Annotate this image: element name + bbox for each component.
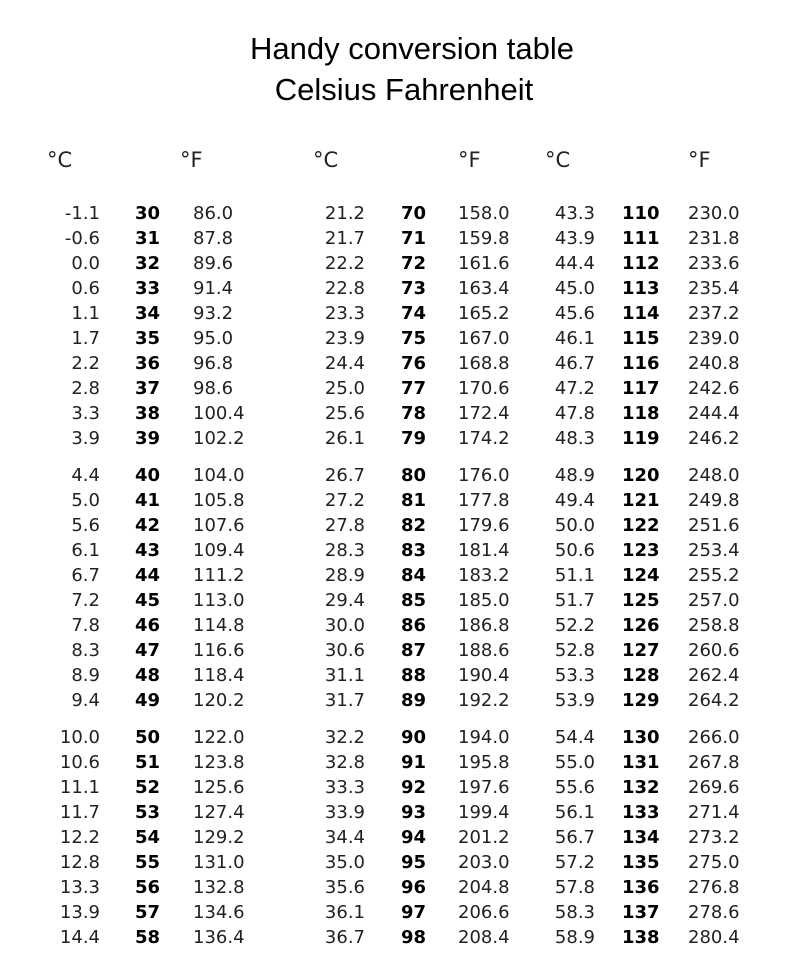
celsius-cell: 8.3 bbox=[71, 640, 100, 661]
fahrenheit-cell: 113.0 bbox=[193, 590, 245, 611]
key-value-cell: 82 bbox=[401, 515, 427, 536]
celsius-cell: 4.4 bbox=[71, 465, 100, 486]
fahrenheit-cell: 199.4 bbox=[458, 802, 510, 823]
celsius-cell: 11.1 bbox=[59, 777, 100, 798]
celsius-cell: 30.0 bbox=[324, 615, 365, 636]
celsius-cell: 46.1 bbox=[554, 328, 595, 349]
key-value-cell: 39 bbox=[135, 428, 161, 449]
celsius-cell: 54.4 bbox=[554, 727, 595, 748]
key-value-cell: 134 bbox=[622, 827, 660, 848]
celsius-cell: 31.1 bbox=[324, 665, 365, 686]
key-value-cell: 56 bbox=[135, 877, 161, 898]
key-value-cell: 44 bbox=[135, 565, 161, 586]
key-value-cell: 81 bbox=[401, 490, 427, 511]
key-value-cell: 48 bbox=[135, 665, 161, 686]
celsius-cell: 10.0 bbox=[59, 727, 100, 748]
celsius-cell: 26.7 bbox=[324, 465, 365, 486]
fahrenheit-cell: 170.6 bbox=[458, 378, 510, 399]
fahrenheit-cell: 201.2 bbox=[458, 827, 510, 848]
fahrenheit-cell: 107.6 bbox=[193, 515, 245, 536]
celsius-cell: 48.9 bbox=[554, 465, 595, 486]
key-value-cell: 80 bbox=[401, 465, 427, 486]
fahrenheit-cell: 273.2 bbox=[688, 827, 740, 848]
key-value-cell: 52 bbox=[135, 777, 161, 798]
fahrenheit-cell: 161.6 bbox=[458, 253, 510, 274]
celsius-cell: 45.6 bbox=[554, 303, 595, 324]
key-value-cell: 114 bbox=[622, 303, 660, 324]
key-value-cell: 136 bbox=[622, 877, 660, 898]
key-value-cell: 98 bbox=[401, 927, 427, 948]
key-value-cell: 120 bbox=[622, 465, 660, 486]
key-value-cell: 45 bbox=[135, 590, 161, 611]
celsius-cell: 5.6 bbox=[71, 515, 100, 536]
key-value-cell: 77 bbox=[401, 378, 427, 399]
key-value-cell: 73 bbox=[401, 278, 427, 299]
fahrenheit-cell: 158.0 bbox=[458, 203, 510, 224]
fahrenheit-cell: 278.6 bbox=[688, 902, 740, 923]
fahrenheit-cell: 262.4 bbox=[688, 665, 740, 686]
celsius-cell: 3.3 bbox=[71, 403, 100, 424]
fahrenheit-cell: 280.4 bbox=[688, 927, 740, 948]
key-value-cell: 43 bbox=[135, 540, 161, 561]
celsius-cell: 28.9 bbox=[324, 565, 365, 586]
key-value-cell: 46 bbox=[135, 615, 161, 636]
celsius-cell: 12.8 bbox=[59, 852, 100, 873]
page-subtitle: Celsius Fahrenheit bbox=[274, 72, 534, 107]
fahrenheit-cell: 98.6 bbox=[193, 378, 234, 399]
key-value-cell: 70 bbox=[401, 203, 427, 224]
key-value-cell: 50 bbox=[135, 727, 161, 748]
key-value-cell: 30 bbox=[135, 203, 161, 224]
fahrenheit-cell: 102.2 bbox=[193, 428, 245, 449]
celsius-cell: 55.6 bbox=[554, 777, 595, 798]
fahrenheit-cell: 181.4 bbox=[458, 540, 510, 561]
celsius-cell: 23.3 bbox=[324, 303, 365, 324]
fahrenheit-cell: 264.2 bbox=[688, 690, 740, 711]
celsius-cell: 5.0 bbox=[71, 490, 100, 511]
fahrenheit-cell: 194.0 bbox=[458, 727, 510, 748]
fahrenheit-cell: 163.4 bbox=[458, 278, 510, 299]
celsius-cell: 33.3 bbox=[324, 777, 365, 798]
celsius-cell: 21.7 bbox=[324, 228, 365, 249]
fahrenheit-cell: 129.2 bbox=[193, 827, 245, 848]
key-value-cell: 51 bbox=[135, 752, 161, 773]
celsius-cell: 50.6 bbox=[554, 540, 595, 561]
key-value-cell: 76 bbox=[401, 353, 427, 374]
celsius-cell: 57.8 bbox=[554, 877, 595, 898]
celsius-cell: 0.0 bbox=[71, 253, 100, 274]
fahrenheit-cell: 231.8 bbox=[688, 228, 740, 249]
celsius-cell: 27.2 bbox=[324, 490, 365, 511]
fahrenheit-cell: 203.0 bbox=[458, 852, 510, 873]
key-value-cell: 75 bbox=[401, 328, 427, 349]
fahrenheit-cell: 95.0 bbox=[193, 328, 234, 349]
celsius-cell: 51.7 bbox=[554, 590, 595, 611]
header-fahrenheit-2: °F bbox=[458, 148, 481, 172]
fahrenheit-cell: 275.0 bbox=[688, 852, 740, 873]
celsius-cell: 56.7 bbox=[554, 827, 595, 848]
fahrenheit-cell: 197.6 bbox=[458, 777, 510, 798]
celsius-cell: 30.6 bbox=[324, 640, 365, 661]
key-value-cell: 121 bbox=[622, 490, 660, 511]
celsius-cell: 58.3 bbox=[554, 902, 595, 923]
key-value-cell: 79 bbox=[401, 428, 427, 449]
fahrenheit-cell: 91.4 bbox=[193, 278, 234, 299]
celsius-cell: 27.8 bbox=[324, 515, 365, 536]
fahrenheit-cell: 120.2 bbox=[193, 690, 245, 711]
fahrenheit-cell: 127.4 bbox=[193, 802, 245, 823]
celsius-cell: 52.2 bbox=[554, 615, 595, 636]
celsius-cell: 21.2 bbox=[324, 203, 365, 224]
fahrenheit-cell: 192.2 bbox=[458, 690, 510, 711]
key-value-cell: 32 bbox=[135, 253, 161, 274]
fahrenheit-cell: 188.6 bbox=[458, 640, 510, 661]
key-value-cell: 135 bbox=[622, 852, 660, 873]
key-value-cell: 128 bbox=[622, 665, 660, 686]
celsius-cell: 43.9 bbox=[554, 228, 595, 249]
key-column-2 bbox=[401, 205, 441, 954]
fahrenheit-cell: 244.4 bbox=[688, 403, 740, 424]
celsius-cell: 46.7 bbox=[554, 353, 595, 374]
key-value-cell: 84 bbox=[401, 565, 427, 586]
celsius-cell: 52.8 bbox=[554, 640, 595, 661]
fahrenheit-cell: 165.2 bbox=[458, 303, 510, 324]
key-value-cell: 88 bbox=[401, 665, 427, 686]
celsius-cell: 53.3 bbox=[554, 665, 595, 686]
celsius-cell: 36.7 bbox=[324, 927, 365, 948]
fahrenheit-cell: 195.8 bbox=[458, 752, 510, 773]
key-value-cell: 47 bbox=[135, 640, 161, 661]
fahrenheit-cell: 177.8 bbox=[458, 490, 510, 511]
celsius-cell: 45.0 bbox=[554, 278, 595, 299]
fahrenheit-cell: 123.8 bbox=[193, 752, 245, 773]
key-value-cell: 90 bbox=[401, 727, 427, 748]
key-value-cell: 133 bbox=[622, 802, 660, 823]
key-value-cell: 122 bbox=[622, 515, 660, 536]
key-value-cell: 112 bbox=[622, 253, 660, 274]
fahrenheit-cell: 276.8 bbox=[688, 877, 740, 898]
key-value-cell: 87 bbox=[401, 640, 427, 661]
celsius-cell: 58.9 bbox=[554, 927, 595, 948]
celsius-cell: 47.8 bbox=[554, 403, 595, 424]
fahrenheit-cell: 260.6 bbox=[688, 640, 740, 661]
key-value-cell: 97 bbox=[401, 902, 427, 923]
key-value-cell: 31 bbox=[135, 228, 161, 249]
fahrenheit-cell: 253.4 bbox=[688, 540, 740, 561]
key-value-cell: 93 bbox=[401, 802, 427, 823]
fahrenheit-cell: 116.6 bbox=[193, 640, 245, 661]
fahrenheit-cell: 131.0 bbox=[193, 852, 245, 873]
celsius-cell: 36.1 bbox=[324, 902, 365, 923]
celsius-cell: 26.1 bbox=[324, 428, 365, 449]
fahrenheit-cell: 255.2 bbox=[688, 565, 740, 586]
fahrenheit-cell: 89.6 bbox=[193, 253, 234, 274]
key-value-cell: 130 bbox=[622, 727, 660, 748]
celsius-cell: -0.6 bbox=[64, 228, 100, 249]
fahrenheit-cell: 190.4 bbox=[458, 665, 510, 686]
fahrenheit-column-1 bbox=[193, 205, 253, 954]
celsius-cell: 55.0 bbox=[554, 752, 595, 773]
fahrenheit-cell: 136.4 bbox=[193, 927, 245, 948]
key-value-cell: 113 bbox=[622, 278, 660, 299]
key-value-cell: 91 bbox=[401, 752, 427, 773]
key-value-cell: 111 bbox=[622, 228, 660, 249]
fahrenheit-cell: 235.4 bbox=[688, 278, 740, 299]
fahrenheit-cell: 239.0 bbox=[688, 328, 740, 349]
celsius-cell: 6.7 bbox=[71, 565, 100, 586]
fahrenheit-cell: 132.8 bbox=[193, 877, 245, 898]
celsius-cell: 23.9 bbox=[324, 328, 365, 349]
fahrenheit-cell: 87.8 bbox=[193, 228, 234, 249]
key-value-cell: 138 bbox=[622, 927, 660, 948]
key-column-1 bbox=[135, 205, 175, 954]
key-value-cell: 34 bbox=[135, 303, 161, 324]
page-title: Handy conversion table bbox=[250, 31, 574, 66]
celsius-cell: 29.4 bbox=[324, 590, 365, 611]
fahrenheit-cell: 159.8 bbox=[458, 228, 510, 249]
key-value-cell: 36 bbox=[135, 353, 161, 374]
header-fahrenheit-3: °F bbox=[688, 148, 711, 172]
fahrenheit-cell: 237.2 bbox=[688, 303, 740, 324]
key-value-cell: 92 bbox=[401, 777, 427, 798]
key-value-cell: 125 bbox=[622, 590, 660, 611]
celsius-cell: 12.2 bbox=[59, 827, 100, 848]
key-value-cell: 78 bbox=[401, 403, 427, 424]
fahrenheit-cell: 257.0 bbox=[688, 590, 740, 611]
celsius-cell: 43.3 bbox=[554, 203, 595, 224]
celsius-cell: 56.1 bbox=[554, 802, 595, 823]
key-value-cell: 71 bbox=[401, 228, 427, 249]
celsius-column-2 bbox=[315, 205, 365, 954]
key-value-cell: 129 bbox=[622, 690, 660, 711]
fahrenheit-cell: 168.8 bbox=[458, 353, 510, 374]
key-column-3 bbox=[622, 205, 667, 954]
celsius-cell: 25.6 bbox=[324, 403, 365, 424]
key-value-cell: 95 bbox=[401, 852, 427, 873]
celsius-cell: 53.9 bbox=[554, 690, 595, 711]
celsius-column-1 bbox=[50, 205, 100, 954]
key-value-cell: 124 bbox=[622, 565, 660, 586]
key-value-cell: 49 bbox=[135, 690, 161, 711]
header-celsius-2: °C bbox=[313, 148, 339, 172]
key-value-cell: 53 bbox=[135, 802, 161, 823]
fahrenheit-cell: 251.6 bbox=[688, 515, 740, 536]
fahrenheit-cell: 118.4 bbox=[193, 665, 245, 686]
celsius-cell: 49.4 bbox=[554, 490, 595, 511]
key-value-cell: 132 bbox=[622, 777, 660, 798]
celsius-cell: 8.9 bbox=[71, 665, 100, 686]
key-value-cell: 55 bbox=[135, 852, 161, 873]
key-value-cell: 83 bbox=[401, 540, 427, 561]
fahrenheit-cell: 249.8 bbox=[688, 490, 740, 511]
header-celsius-3: °C bbox=[545, 148, 571, 172]
fahrenheit-cell: 267.8 bbox=[688, 752, 740, 773]
celsius-cell: 32.2 bbox=[324, 727, 365, 748]
fahrenheit-cell: 93.2 bbox=[193, 303, 234, 324]
key-value-cell: 74 bbox=[401, 303, 427, 324]
fahrenheit-cell: 174.2 bbox=[458, 428, 510, 449]
fahrenheit-cell: 86.0 bbox=[193, 203, 234, 224]
fahrenheit-cell: 233.6 bbox=[688, 253, 740, 274]
fahrenheit-cell: 206.6 bbox=[458, 902, 510, 923]
celsius-cell: 13.3 bbox=[59, 877, 100, 898]
key-value-cell: 85 bbox=[401, 590, 427, 611]
key-value-cell: 94 bbox=[401, 827, 427, 848]
fahrenheit-cell: 185.0 bbox=[458, 590, 510, 611]
fahrenheit-cell: 122.0 bbox=[193, 727, 245, 748]
fahrenheit-cell: 204.8 bbox=[458, 877, 510, 898]
fahrenheit-cell: 179.6 bbox=[458, 515, 510, 536]
fahrenheit-cell: 266.0 bbox=[688, 727, 740, 748]
fahrenheit-cell: 186.8 bbox=[458, 615, 510, 636]
celsius-cell: 32.8 bbox=[324, 752, 365, 773]
celsius-cell: 13.9 bbox=[59, 902, 100, 923]
fahrenheit-cell: 104.0 bbox=[193, 465, 245, 486]
fahrenheit-cell: 134.6 bbox=[193, 902, 245, 923]
key-value-cell: 118 bbox=[622, 403, 660, 424]
key-value-cell: 116 bbox=[622, 353, 660, 374]
celsius-cell: 44.4 bbox=[554, 253, 595, 274]
fahrenheit-cell: 242.6 bbox=[688, 378, 740, 399]
celsius-cell: 0.6 bbox=[71, 278, 100, 299]
celsius-cell: 31.7 bbox=[324, 690, 365, 711]
fahrenheit-column-3 bbox=[688, 205, 748, 954]
celsius-cell: 35.0 bbox=[324, 852, 365, 873]
header-celsius-1: °C bbox=[47, 148, 73, 172]
key-value-cell: 58 bbox=[135, 927, 161, 948]
celsius-cell: 2.2 bbox=[71, 353, 100, 374]
fahrenheit-cell: 114.8 bbox=[193, 615, 245, 636]
celsius-cell: 1.1 bbox=[71, 303, 100, 324]
key-value-cell: 54 bbox=[135, 827, 161, 848]
fahrenheit-cell: 271.4 bbox=[688, 802, 740, 823]
fahrenheit-column-2 bbox=[458, 205, 518, 954]
celsius-cell: 22.8 bbox=[324, 278, 365, 299]
celsius-cell: 25.0 bbox=[324, 378, 365, 399]
celsius-cell: 2.8 bbox=[71, 378, 100, 399]
key-value-cell: 33 bbox=[135, 278, 161, 299]
key-value-cell: 41 bbox=[135, 490, 161, 511]
key-value-cell: 38 bbox=[135, 403, 161, 424]
celsius-cell: 24.4 bbox=[324, 353, 365, 374]
key-value-cell: 72 bbox=[401, 253, 427, 274]
key-value-cell: 123 bbox=[622, 540, 660, 561]
celsius-cell: -1.1 bbox=[64, 203, 100, 224]
key-value-cell: 126 bbox=[622, 615, 660, 636]
key-value-cell: 96 bbox=[401, 877, 427, 898]
fahrenheit-cell: 172.4 bbox=[458, 403, 510, 424]
fahrenheit-cell: 248.0 bbox=[688, 465, 740, 486]
celsius-cell: 33.9 bbox=[324, 802, 365, 823]
celsius-cell: 50.0 bbox=[554, 515, 595, 536]
fahrenheit-cell: 167.0 bbox=[458, 328, 510, 349]
fahrenheit-cell: 208.4 bbox=[458, 927, 510, 948]
celsius-cell: 57.2 bbox=[554, 852, 595, 873]
fahrenheit-cell: 100.4 bbox=[193, 403, 245, 424]
header-fahrenheit-1: °F bbox=[180, 148, 203, 172]
celsius-cell: 34.4 bbox=[324, 827, 365, 848]
key-value-cell: 115 bbox=[622, 328, 660, 349]
celsius-cell: 1.7 bbox=[71, 328, 100, 349]
celsius-cell: 11.7 bbox=[59, 802, 100, 823]
key-value-cell: 127 bbox=[622, 640, 660, 661]
key-value-cell: 35 bbox=[135, 328, 161, 349]
celsius-cell: 14.4 bbox=[59, 927, 100, 948]
key-value-cell: 57 bbox=[135, 902, 161, 923]
celsius-cell: 47.2 bbox=[554, 378, 595, 399]
fahrenheit-cell: 269.6 bbox=[688, 777, 740, 798]
fahrenheit-cell: 96.8 bbox=[193, 353, 234, 374]
key-value-cell: 119 bbox=[622, 428, 660, 449]
fahrenheit-cell: 109.4 bbox=[193, 540, 245, 561]
key-value-cell: 40 bbox=[135, 465, 161, 486]
key-value-cell: 131 bbox=[622, 752, 660, 773]
fahrenheit-cell: 246.2 bbox=[688, 428, 740, 449]
key-value-cell: 42 bbox=[135, 515, 161, 536]
celsius-cell: 51.1 bbox=[554, 565, 595, 586]
key-value-cell: 86 bbox=[401, 615, 427, 636]
celsius-cell: 6.1 bbox=[71, 540, 100, 561]
celsius-cell: 3.9 bbox=[71, 428, 100, 449]
celsius-cell: 10.6 bbox=[59, 752, 100, 773]
key-value-cell: 117 bbox=[622, 378, 660, 399]
fahrenheit-cell: 240.8 bbox=[688, 353, 740, 374]
celsius-column-3 bbox=[545, 205, 595, 954]
celsius-cell: 22.2 bbox=[324, 253, 365, 274]
fahrenheit-cell: 258.8 bbox=[688, 615, 740, 636]
celsius-cell: 35.6 bbox=[324, 877, 365, 898]
fahrenheit-cell: 125.6 bbox=[193, 777, 245, 798]
fahrenheit-cell: 176.0 bbox=[458, 465, 510, 486]
celsius-cell: 9.4 bbox=[71, 690, 100, 711]
key-value-cell: 89 bbox=[401, 690, 427, 711]
fahrenheit-cell: 230.0 bbox=[688, 203, 740, 224]
celsius-cell: 7.2 bbox=[71, 590, 100, 611]
key-value-cell: 110 bbox=[622, 203, 660, 224]
celsius-cell: 7.8 bbox=[71, 615, 100, 636]
fahrenheit-cell: 111.2 bbox=[193, 565, 245, 586]
celsius-cell: 48.3 bbox=[554, 428, 595, 449]
key-value-cell: 37 bbox=[135, 378, 161, 399]
celsius-cell: 28.3 bbox=[324, 540, 365, 561]
fahrenheit-cell: 105.8 bbox=[193, 490, 245, 511]
fahrenheit-cell: 183.2 bbox=[458, 565, 510, 586]
key-value-cell: 137 bbox=[622, 902, 660, 923]
